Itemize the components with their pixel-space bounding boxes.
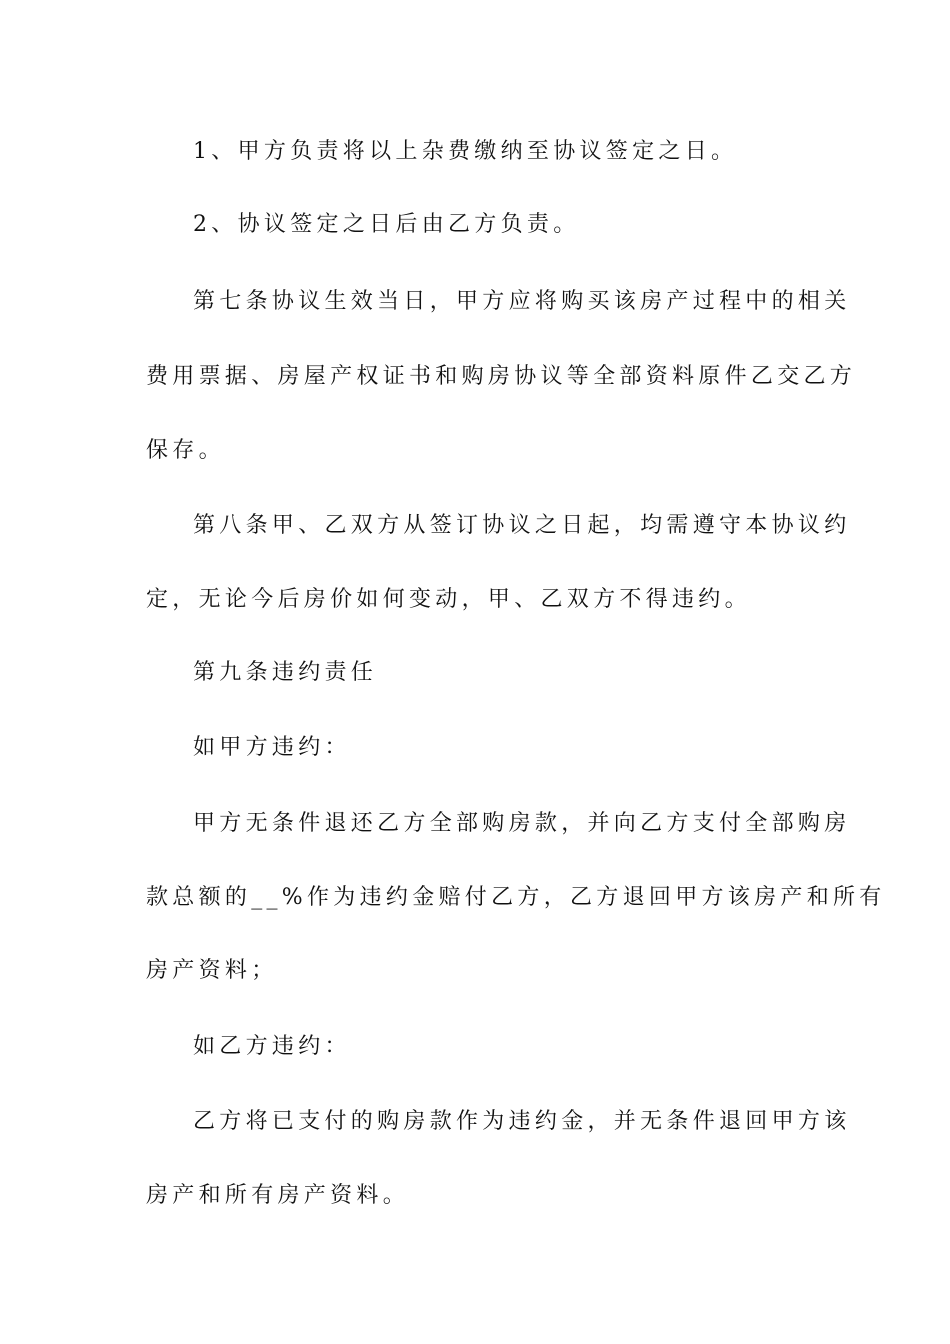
clause-8-line-1: 第八条甲、乙双方从签订协议之日起，均需遵守本协议约 [193, 513, 851, 538]
party-b-breach-heading: 如乙方违约： [193, 1034, 351, 1059]
clause-7-line-2: 费用票据、房屋产权证书和购房协议等全部资料原件乙交乙方 [146, 364, 857, 389]
clause-6-item-2: 2、协议签定之日后由乙方负责。 [193, 212, 580, 237]
clause-8-line-2: 定，无论今后房价如何变动，甲、乙双方不得违约。 [146, 587, 751, 612]
party-b-breach-line-2: 房产和所有房产资料。 [146, 1183, 410, 1208]
party-a-breach-line-1: 甲方无条件退还乙方全部购房款，并向乙方支付全部购房 [193, 811, 851, 836]
party-a-breach-line-3: 房产资料； [146, 958, 278, 983]
clause-7-line-1: 第七条协议生效当日，甲方应将购买该房产过程中的相关 [193, 289, 851, 314]
party-a-breach-line-2: 款总额的__%作为违约金赔付乙方，乙方退回甲方该房产和所有 [146, 885, 886, 910]
clause-7-line-3: 保存。 [146, 438, 225, 463]
party-b-breach-line-1: 乙方将已支付的购房款作为违约金，并无条件退回甲方该 [193, 1109, 851, 1134]
clause-9-heading: 第九条违约责任 [193, 660, 378, 685]
party-a-breach-heading: 如甲方违约： [193, 735, 351, 760]
clause-6-item-1: 1、甲方负责将以上杂费缴纳至协议签定之日。 [193, 139, 738, 164]
